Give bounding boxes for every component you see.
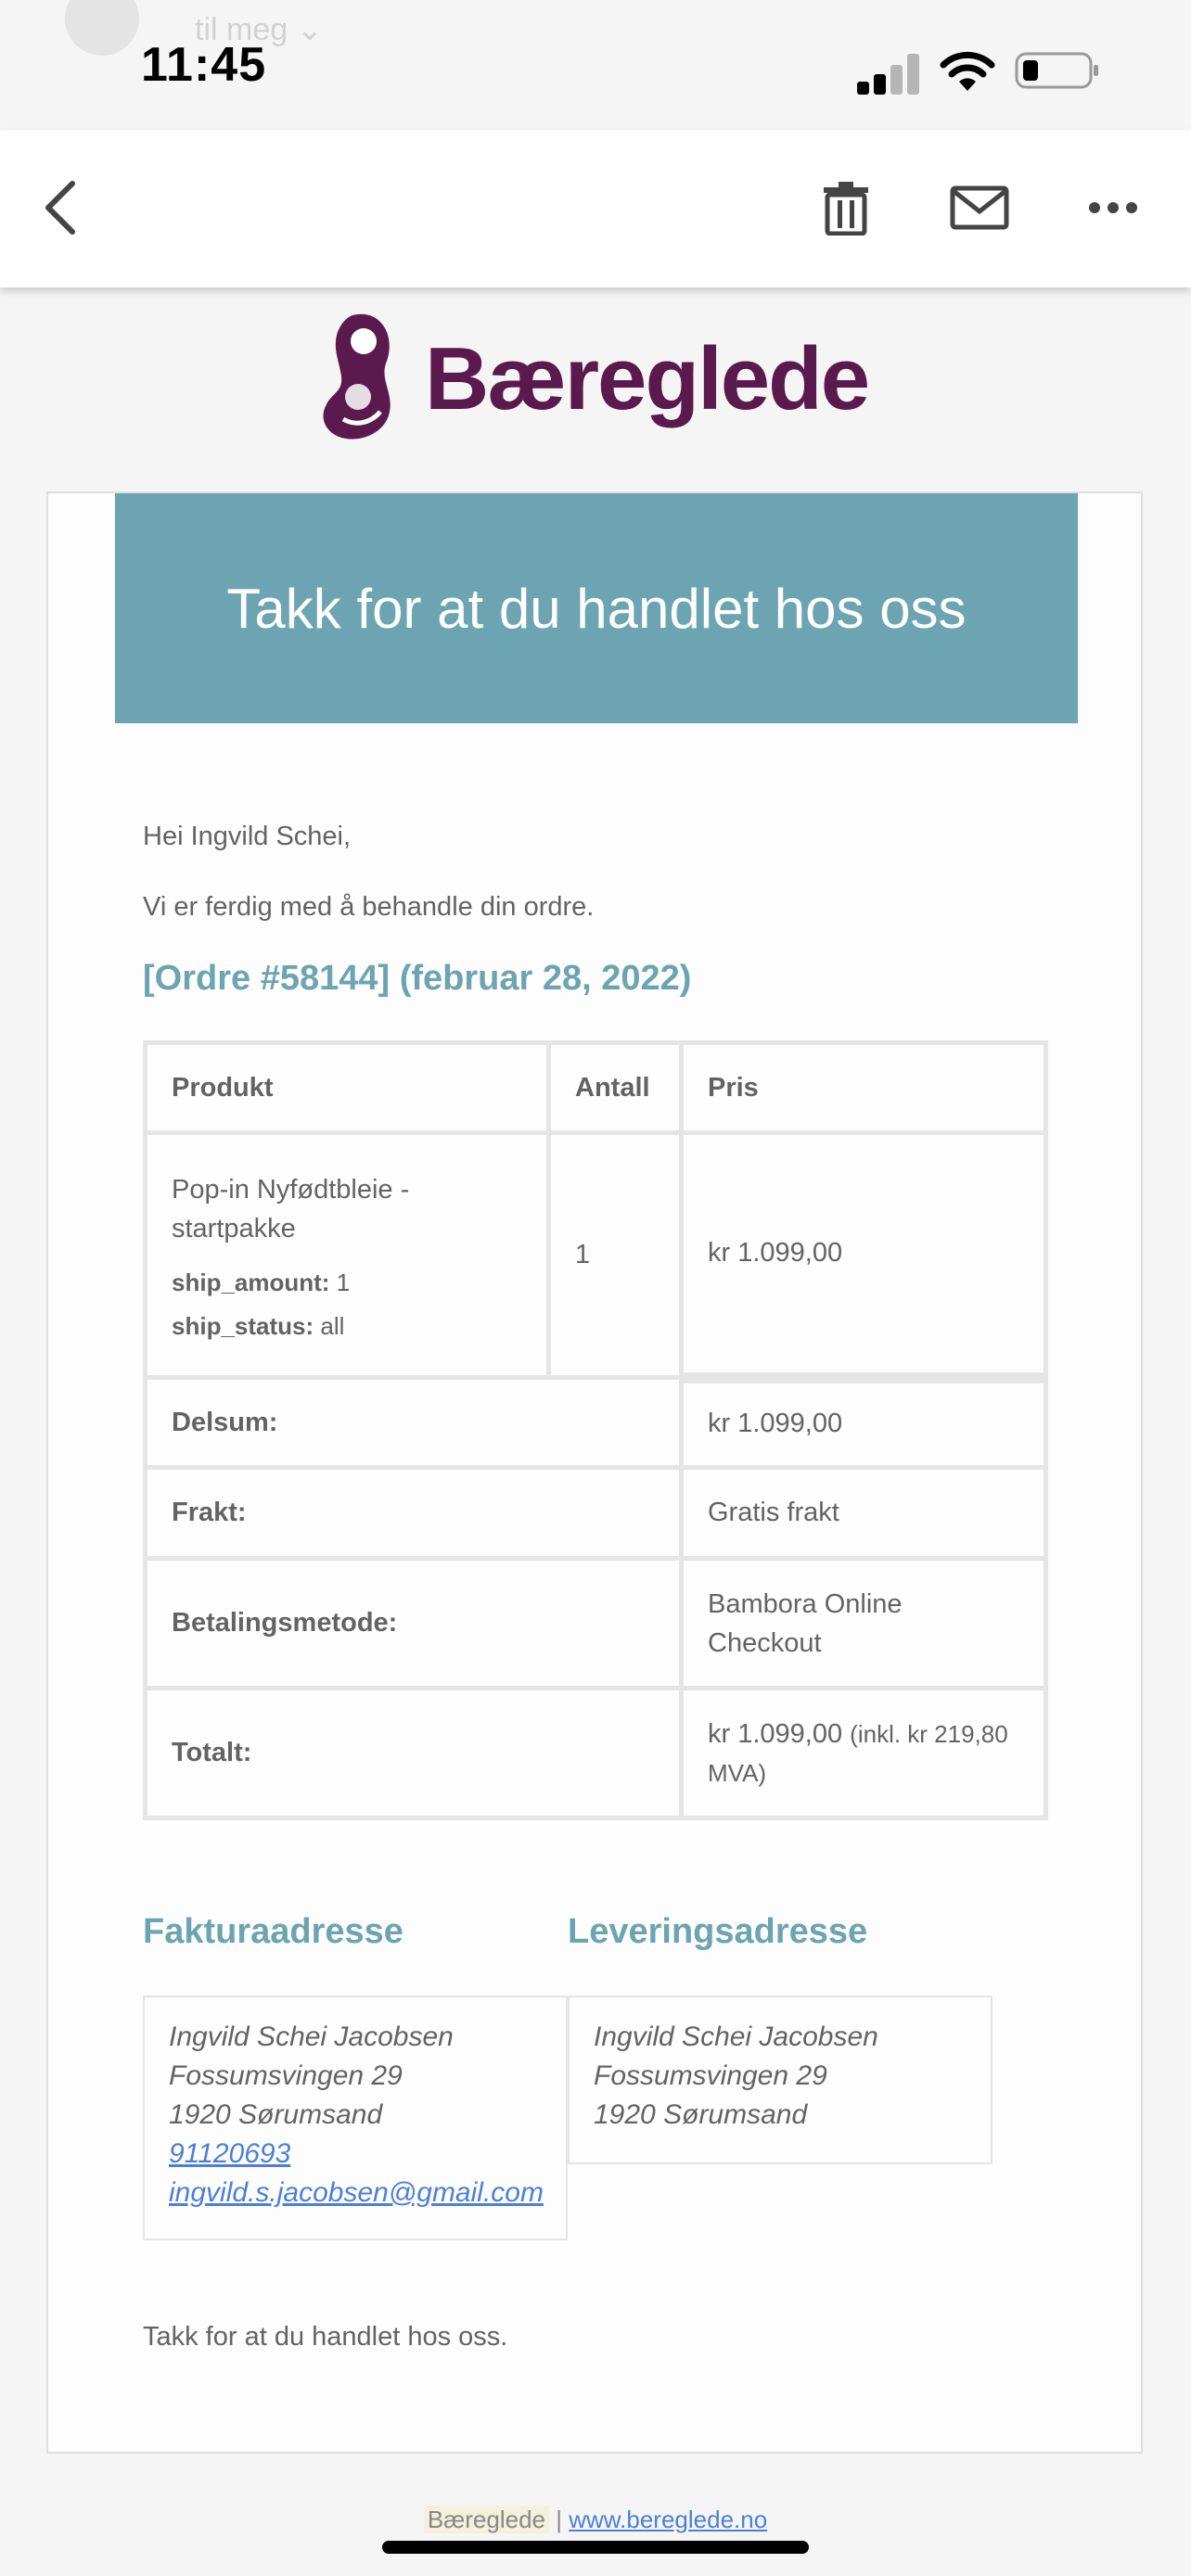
envelope-icon: [950, 185, 1009, 230]
shipping-address-title: Leveringsadresse: [568, 1912, 868, 1951]
banner-title: Takk for at du handlet hos oss: [226, 577, 967, 640]
shipping-name: Ingvild Schei Jacobsen: [594, 2021, 878, 2052]
meta-value: all: [320, 1311, 345, 1340]
mail-toolbar: [0, 130, 1191, 287]
order-table: [143, 1040, 1048, 1820]
header-banner: [115, 493, 1078, 723]
meta-key: ship_amount:: [172, 1268, 330, 1296]
table-row: [146, 1133, 1046, 1378]
total-label: Totalt:: [146, 1689, 682, 1818]
total-vat-note: (inkl. kr 219,80 MVA): [708, 1719, 1008, 1787]
subtotal-row: [146, 1378, 1046, 1468]
more-horizontal-icon: [1087, 200, 1139, 215]
shipping-value: Gratis frakt: [682, 1468, 1046, 1559]
mark-unread-button[interactable]: [946, 174, 1013, 241]
footer-brand: Bæreglede: [424, 2506, 549, 2533]
brand-logo-text: Bæreglede: [425, 329, 869, 428]
payment-method-value: Bambora Online Checkout: [682, 1559, 1046, 1689]
ghost-header-text: til meg ⌄: [195, 12, 324, 47]
total-value: kr 1.099,00: [708, 1718, 843, 1749]
header-quantity: Antall: [549, 1043, 682, 1133]
shipping-street: Fossumsvingen 29: [594, 2060, 827, 2091]
intro-text: Vi er ferdig med å behandle din ordre.: [143, 892, 595, 922]
item-meta-ship-status: [172, 1312, 522, 1341]
product-cell: [146, 1133, 549, 1378]
battery-icon: [1015, 52, 1100, 89]
item-meta-ship-amount: [172, 1269, 522, 1297]
more-button[interactable]: [1080, 174, 1146, 241]
billing-street: Fossumsvingen 29: [169, 2060, 403, 2091]
meta-key: ship_status:: [172, 1311, 314, 1340]
table-header-row: [146, 1043, 1046, 1133]
wifi-icon: [939, 48, 996, 93]
header-product: Produkt: [146, 1043, 549, 1133]
email-footer: [0, 2506, 1191, 2534]
total-cell: [682, 1689, 1046, 1818]
payment-method-label: Betalingsmetode:: [146, 1559, 682, 1689]
billing-email-link[interactable]: ingvild.s.jacobsen@gmail.com: [169, 2177, 544, 2208]
total-row: [146, 1689, 1046, 1818]
closing-text: Takk for at du handlet hos oss.: [143, 2322, 508, 2352]
product-name: Pop-in Nyfødtbleie - startpakke: [172, 1174, 410, 1243]
billing-address-title: Fakturaadresse: [143, 1912, 403, 1951]
footer-website-link[interactable]: www.bereglede.no: [569, 2506, 768, 2533]
shipping-address: [568, 1996, 992, 2164]
mother-baby-logo-icon: [315, 308, 404, 447]
status-bar: [0, 0, 1191, 130]
quantity-cell: 1: [549, 1133, 682, 1378]
brand-logo: [315, 308, 872, 447]
chevron-left-icon: [39, 178, 83, 237]
subtotal-value: kr 1.099,00: [682, 1378, 1046, 1468]
billing-address: [143, 1996, 568, 2240]
billing-city: 1920 Sørumsand: [169, 2099, 383, 2130]
trash-icon: [822, 180, 870, 236]
shipping-row: [146, 1468, 1046, 1559]
shipping-label: Frakt:: [146, 1468, 682, 1559]
shipping-city: 1920 Sørumsand: [594, 2099, 808, 2130]
payment-method-row: [146, 1559, 1046, 1689]
subtotal-label: Delsum:: [146, 1378, 682, 1468]
status-time: 11:45: [141, 38, 267, 92]
footer-separator: |: [556, 2506, 563, 2533]
back-button[interactable]: [28, 174, 95, 241]
billing-name: Ingvild Schei Jacobsen: [169, 2021, 454, 2052]
greeting: Hei Ingvild Schei,: [143, 822, 352, 851]
delete-button[interactable]: [813, 174, 879, 241]
price-cell: kr 1.099,00: [682, 1133, 1046, 1378]
meta-value: 1: [336, 1268, 351, 1296]
header-price: Pris: [682, 1043, 1046, 1133]
billing-phone-link[interactable]: 91120693: [169, 2138, 291, 2169]
cellular-signal-icon: [855, 52, 922, 95]
order-title: [Ordre #58144] (februar 28, 2022): [143, 959, 692, 998]
home-indicator[interactable]: [382, 2541, 809, 2554]
email-card: [46, 491, 1143, 2454]
